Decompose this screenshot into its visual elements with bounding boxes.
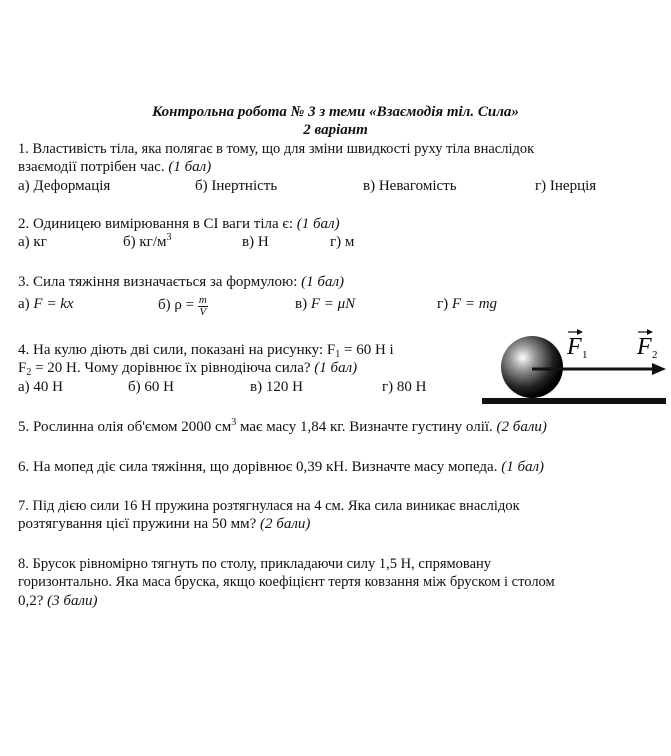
ball	[501, 336, 563, 398]
question-4-line2-a: F	[18, 360, 27, 376]
question-5-points: (2 бали)	[496, 419, 547, 435]
question-8-text: 8. Брусок рівномірно тягнуть по столу, прикладаючи силу 1,5 Н, спрямовану	[18, 556, 492, 572]
question-3-formula-d: F = mg	[451, 296, 498, 312]
question-4-line1-sub: 1	[335, 349, 341, 360]
question-8-line3: 0,2?	[18, 593, 44, 609]
question-3-formula-c: F = μN	[310, 296, 356, 312]
question-7-line2: розтягування цієї пружини на 50 мм?	[18, 516, 257, 532]
question-1-text-cont	[18, 158, 668, 176]
question-5-text	[18, 418, 668, 436]
question-6-points: (1 бал)	[501, 459, 545, 475]
question-4-line2-sub: 2	[26, 367, 32, 378]
force-arrow-head	[652, 363, 666, 375]
question-3-option-a-label: а)	[18, 296, 30, 312]
question-6-text	[18, 458, 668, 476]
question-2-option-b-text: б) кг/м	[123, 234, 167, 250]
question-1-text: 1. Властивість тіла, яка полягає в тому, що для зміни швидкості руху тіла внаслідок	[18, 141, 535, 157]
question-2-line1: 2. Одиницею вимірювання в СІ ваги тіла є:	[18, 216, 293, 232]
question-6-line1: 6. На мопед діє сила тяжіння, що дорівнює 0,39 кН. Визначте масу мопеда.	[18, 459, 498, 475]
question-1-line2: взаємодії потрібен час.	[18, 159, 165, 175]
question-1-option-c: в) Невагомість	[363, 178, 457, 194]
question-3-option-d-label: г)	[437, 296, 449, 312]
question-1-option-d: г) Інерція	[535, 178, 597, 194]
question-2-option-a: а) кг	[18, 234, 47, 250]
question-3-option-c	[295, 295, 355, 313]
question-8-text-cont2	[18, 592, 668, 610]
question-3-option-c-label: в)	[295, 296, 308, 312]
question-4-text	[18, 341, 478, 359]
f1-label: F	[567, 334, 582, 360]
question-3-option-a	[18, 295, 74, 313]
question-4-line2-b: = 20 Н. Чому дорівнює їх рівнодіюча сила?	[31, 360, 311, 376]
question-3-option-d	[437, 295, 497, 313]
question-3-option-b-label: б)	[158, 297, 171, 313]
question-4-line1-b: = 60 Н і	[340, 342, 394, 358]
question-2-option-d: г) м	[330, 234, 355, 250]
ground-surface	[482, 398, 666, 404]
question-3-points: (1 бал)	[301, 274, 344, 290]
question-3-formula-a: F = kx	[33, 296, 74, 312]
test-title: Контрольна робота № 3 з теми «Взаємодія тіл. Сила»	[152, 104, 519, 120]
question-8-points: (3 бали)	[47, 593, 98, 609]
question-4-points: (1 бал)	[314, 360, 358, 376]
question-7-text: 7. Під дією сили 16 Н пружина розтягнулася на 4 см. Яка сила виникає внаслідок	[18, 498, 520, 514]
f2-label: F	[637, 334, 652, 360]
question-5-line1-a: 5. Рослинна олія об'ємом 2000 см	[18, 419, 232, 435]
question-1-points: (1 бал)	[168, 159, 212, 175]
question-4-option-d: г) 80 Н	[382, 379, 427, 395]
question-3-formula-b-fraction	[198, 295, 208, 318]
question-3-formula-b-left: ρ =	[174, 297, 195, 313]
question-4-option-a: а) 40 Н	[18, 379, 63, 395]
question-5-line1-b: має масу 1,84 кг. Визначте густину олії.	[236, 419, 493, 435]
variant-label: 2 варіант	[303, 122, 368, 138]
fraction-denominator: V	[199, 306, 207, 318]
question-1-option-a: а) Деформація	[18, 178, 111, 194]
question-2-option-c: в) Н	[242, 234, 269, 250]
question-2-text	[18, 215, 668, 233]
question-8-text-cont: горизонтально. Яка маса бруска, якщо коефіцієнт тертя ковзання між бруском і столом	[18, 574, 555, 590]
question-4-text-cont	[18, 359, 478, 377]
force-diagram	[480, 322, 671, 410]
question-2-option-b	[123, 233, 171, 251]
question-2-option-b-exp: 3	[166, 232, 172, 243]
question-4-line1-a: 4. На кулю діють дві сили, показані на рисунку: F	[18, 342, 336, 358]
fraction-numerator: m	[198, 294, 207, 306]
f1-subscript: 1	[582, 349, 588, 361]
question-7-text-cont	[18, 515, 668, 533]
question-7-points: (2 бали)	[260, 516, 311, 532]
question-2-points: (1 бал)	[296, 216, 340, 232]
question-3-line1: 3. Сила тяжіння визначається за формулою:	[18, 274, 298, 290]
question-3-text	[18, 273, 668, 291]
f2-subscript: 2	[652, 349, 658, 361]
question-3-option-b	[158, 295, 208, 318]
question-4-option-b: б) 60 Н	[128, 379, 174, 395]
question-4-option-c: в) 120 Н	[250, 379, 303, 395]
question-1-option-b: б) Інертність	[195, 178, 278, 194]
question-5-line1-sup: 3	[231, 417, 237, 428]
